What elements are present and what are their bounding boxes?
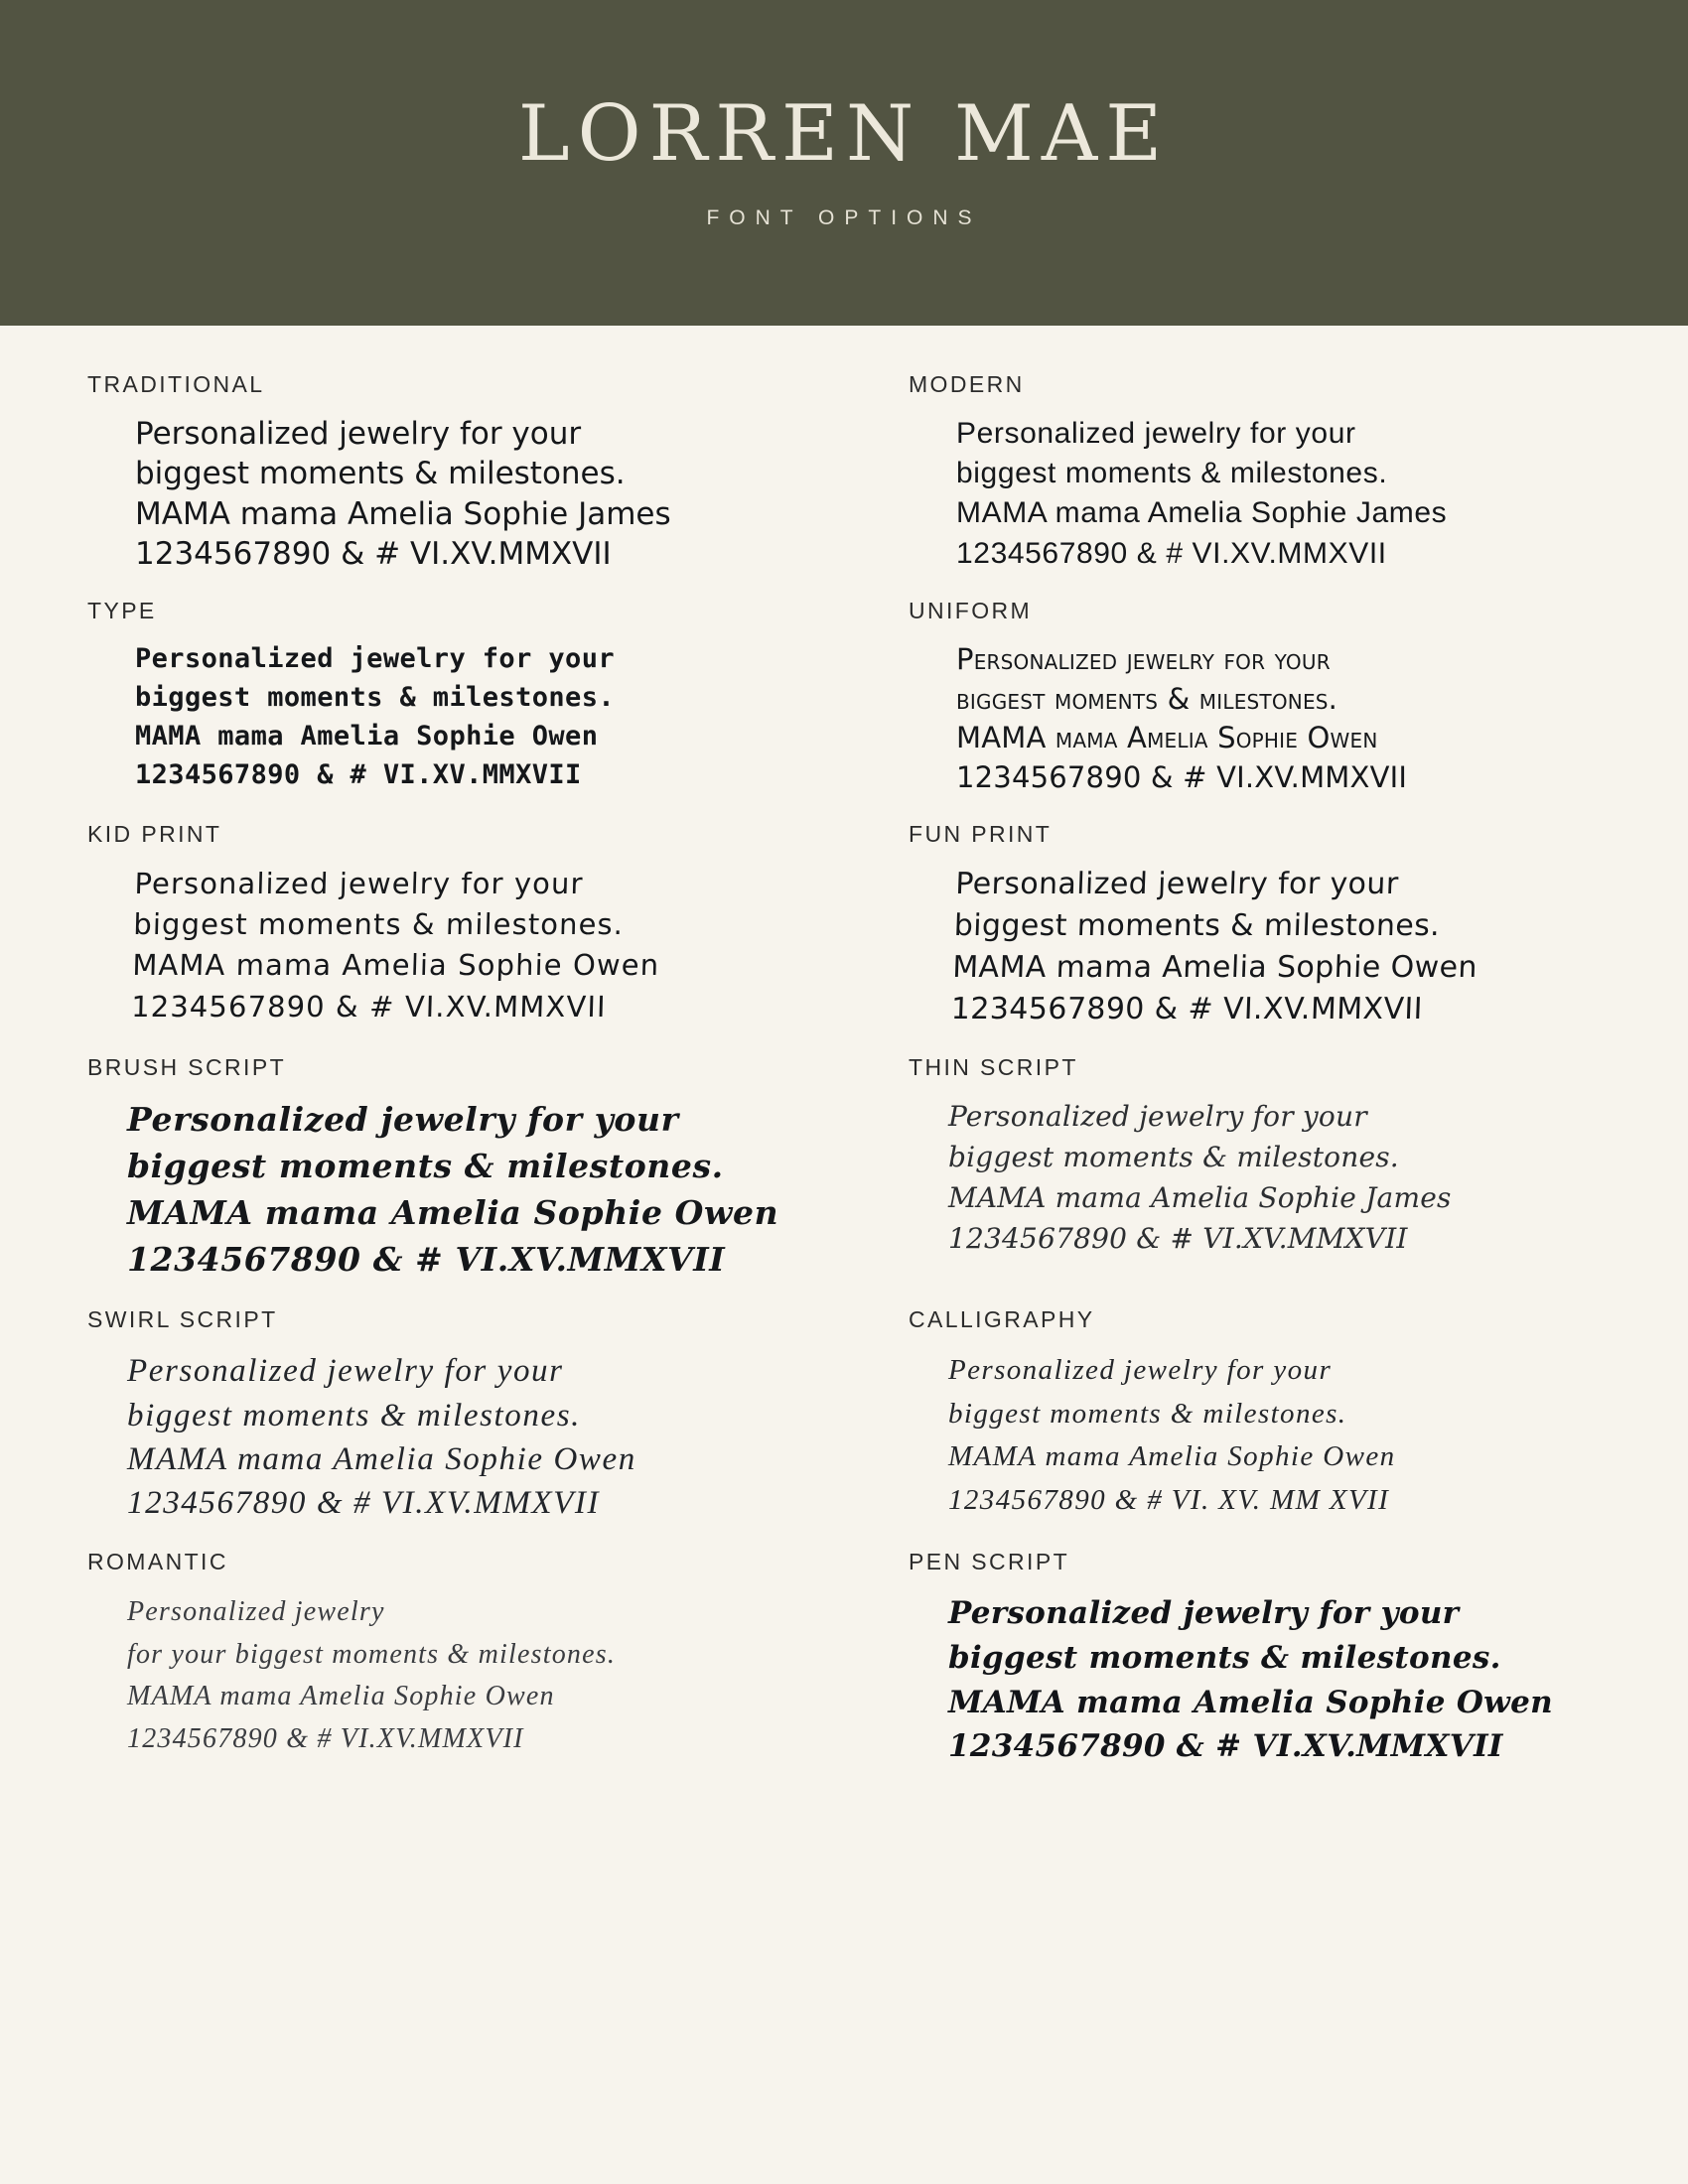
font-sample-label: FUN PRINT <box>909 820 1053 847</box>
font-sample-fun-print <box>817 821 1547 1054</box>
font-sample-label: MODERN <box>909 371 1025 397</box>
font-sample-brush-script <box>87 1054 817 1306</box>
sample-line-3: MAMA mama Amelia Sophie Owen <box>131 948 660 983</box>
font-sample-text <box>87 640 817 795</box>
sample-line-1: Personalized jewelry for your <box>948 1099 1367 1133</box>
font-sample-pen-script <box>817 1549 1554 1793</box>
font-sample-text <box>909 1591 1554 1769</box>
font-sample-type <box>87 598 817 821</box>
page-header <box>0 0 1688 326</box>
font-sample-label: KID PRINT <box>87 820 222 847</box>
font-sample-label: TYPE <box>87 598 157 624</box>
font-samples-section <box>0 326 1688 1793</box>
font-sample-text <box>87 1097 817 1283</box>
sample-line-4: 1234567890 & # VI.XV.MMXVII <box>127 1722 524 1754</box>
sample-line-4: 1234567890 & # VI.XV.MMXVII <box>130 989 608 1024</box>
font-sample-label: UNIFORM <box>909 598 1033 624</box>
sample-line-3: MAMA mama Amelia Sophie Owen <box>951 949 1478 985</box>
sample-line-2: biggest moments & milestones. <box>135 682 616 714</box>
sample-line-3: MAMA mama Amelia Sophie Owen <box>948 1684 1554 1720</box>
font-sample-text <box>903 864 1547 1030</box>
font-sample-kid-print <box>87 821 817 1054</box>
font-sample-label: THIN SCRIPT <box>909 1053 1078 1080</box>
sample-line-2: for your biggest moments & milestones. <box>127 1638 617 1670</box>
sample-line-2: biggest moments & milestones. <box>953 907 1441 943</box>
sample-line-2: biggest moments & milestones. <box>956 457 1388 490</box>
sample-line-2: biggest moments & milestones. <box>127 1146 724 1185</box>
sample-line-1: Personalized jewelry <box>127 1596 385 1628</box>
font-sample-thin-script <box>817 1054 1547 1306</box>
sample-line-2: biggest moments & milestones. <box>948 1140 1399 1173</box>
font-sample-text <box>909 1349 1547 1522</box>
sample-line-3: MAMA mama Amelia Sophie James <box>135 495 671 532</box>
sample-line-1: Personalized jewelry for your <box>135 416 582 452</box>
font-sample-uniform <box>817 598 1547 821</box>
font-sample-calligraphy <box>817 1306 1547 1549</box>
sample-line-1: Personalized jewelry for your <box>134 866 584 900</box>
font-sample-romantic <box>87 1549 817 1793</box>
page-subtitle: FONT OPTIONS <box>706 206 982 229</box>
sample-line-3: MAMA mama Amelia Sophie Owen <box>135 720 599 751</box>
sample-line-2: biggest moments & milestones. <box>135 456 626 492</box>
sample-line-1: Personalized jewelry for your <box>948 1354 1333 1387</box>
font-sample-text <box>87 1349 817 1525</box>
sample-line-2: biggest moments & milestones. <box>948 1639 1501 1676</box>
sample-line-3: MAMA mama Amelia Sophie Owen <box>127 1681 555 1712</box>
sample-line-4: 1234567890 & # VI.XV.MMXVII <box>135 758 582 790</box>
sample-line-1: Personalized jewelry for your <box>127 1353 564 1390</box>
sample-line-4: 1234567890 & # VI.XV.MMXVII <box>948 1221 1408 1255</box>
sample-line-1: Personalized jewelry for your <box>127 1099 679 1139</box>
font-sample-modern <box>817 371 1547 598</box>
sample-line-4: 1234567890 & # VI.XV.MMXVII <box>956 536 1387 570</box>
sample-line-4: 1234567890 & # VI.XV.MMXVII <box>127 1485 601 1522</box>
font-sample-label: TRADITIONAL <box>87 371 265 397</box>
font-sample-text <box>83 864 817 1027</box>
font-sample-swirl-script <box>87 1306 817 1549</box>
sample-line-4: 1234567890 & # VI.XV.MMXVII <box>127 1239 726 1279</box>
font-sample-label: CALLIGRAPHY <box>909 1306 1095 1333</box>
sample-line-1: Personalized jewelry for your <box>956 417 1356 450</box>
sample-line-1: Personalized jewelry for your <box>948 1595 1460 1632</box>
sample-line-4: 1234567890 & # VI.XV.MMXVII <box>956 759 1408 794</box>
sample-line-1: Personalized jewelry for your <box>954 866 1400 901</box>
font-sample-text <box>909 414 1547 574</box>
font-sample-text <box>87 414 817 574</box>
font-sample-label: SWIRL SCRIPT <box>87 1306 278 1333</box>
sample-line-3: MAMA mama Amelia Sophie Owen <box>948 1440 1396 1473</box>
font-sample-text <box>909 640 1547 797</box>
sample-line-2: biggest moments & milestones. <box>948 1397 1347 1430</box>
sample-line-3: MAMA mama Amelia Sophie James <box>948 1180 1452 1214</box>
font-sample-text <box>909 1097 1547 1260</box>
sample-line-3: MAMA mama Amelia Sophie James <box>956 496 1448 530</box>
sample-line-1: Personalized jewelry for your <box>956 642 1331 677</box>
font-sample-label: ROMANTIC <box>87 1549 228 1575</box>
sample-line-1: Personalized jewelry for your <box>135 643 616 675</box>
font-sample-label: PEN SCRIPT <box>909 1549 1070 1575</box>
sample-line-3: MAMA mama Amelia Sophie Owen <box>127 1192 779 1232</box>
sample-line-4: 1234567890 & # VI.XV.MMXVII <box>948 1728 1503 1765</box>
sample-line-4: 1234567890 & # VI. XV. MM XVII <box>948 1483 1390 1516</box>
brand-title: LORREN MAE <box>517 89 1171 179</box>
sample-line-2: biggest moments & milestones. <box>127 1397 582 1433</box>
sample-line-2: biggest moments & milestones. <box>956 681 1338 716</box>
font-sample-traditional <box>87 371 817 598</box>
sample-line-4: 1234567890 & # VI.XV.MMXVII <box>950 991 1424 1026</box>
font-samples-grid <box>87 371 1618 1793</box>
sample-line-4: 1234567890 & # VI.XV.MMXVII <box>135 535 612 572</box>
sample-line-2: biggest moments & milestones. <box>132 907 625 942</box>
font-sample-text <box>87 1591 817 1760</box>
sample-line-3: MAMA mama Amelia Sophie Owen <box>127 1440 636 1477</box>
sample-line-3: MAMA mama Amelia Sophie Owen <box>956 721 1378 755</box>
font-sample-label: BRUSH SCRIPT <box>87 1053 287 1080</box>
